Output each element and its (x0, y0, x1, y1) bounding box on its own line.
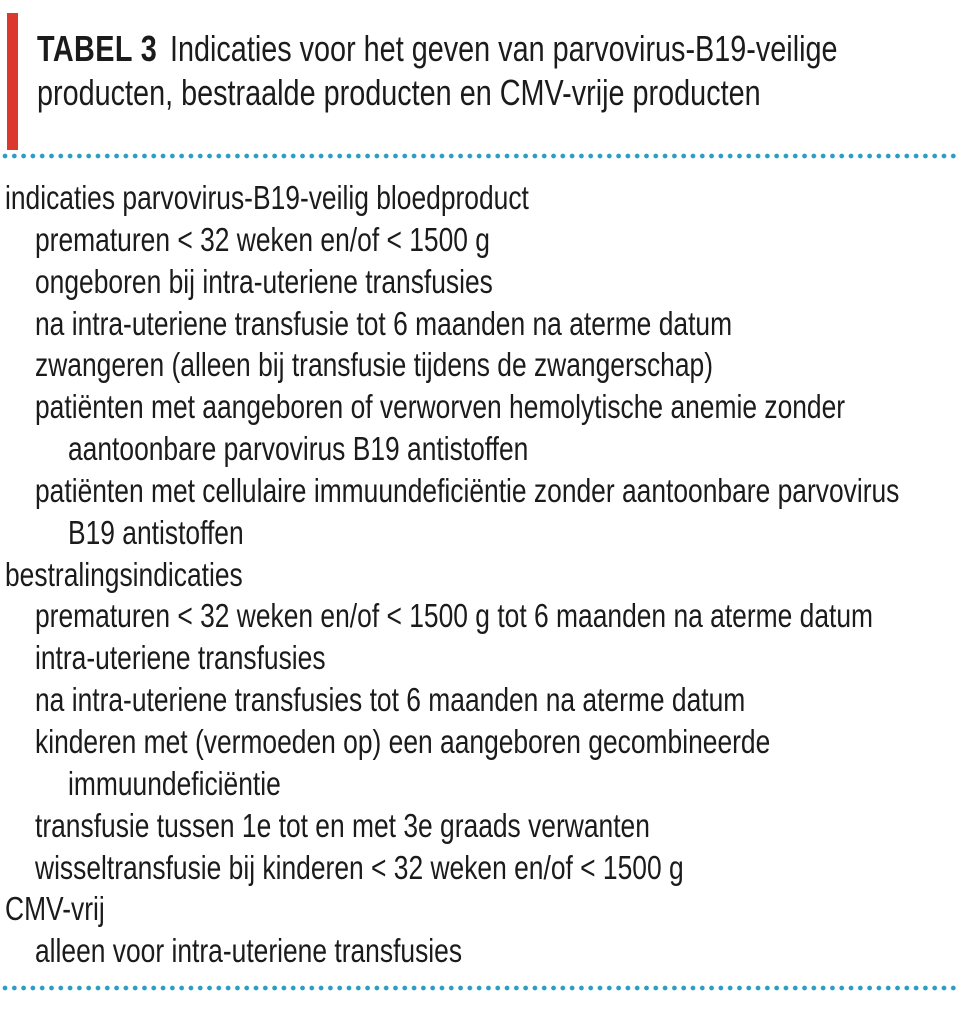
row-text: indicaties parvovirus-B19-veilig bloedproduct (5, 179, 529, 216)
table-row (5, 470, 959, 512)
dotted-separator-bottom (2, 985, 957, 991)
table-row (5, 595, 959, 637)
table-row (5, 721, 959, 763)
table-row (5, 344, 959, 386)
table-row (5, 847, 959, 889)
row-text: patiënten met cellulaire immuundeficiëntie zonder aantoonbare parvovirus (35, 471, 900, 509)
table-label: TABEL 3 (37, 28, 158, 69)
row-text: ongeboren bij intra-uteriene transfusies (35, 262, 493, 300)
caption-text-1: Indicaties voor het geven van parvovirus-B19-veilige (169, 28, 838, 69)
table-row (5, 888, 959, 930)
red-accent-bar (7, 13, 18, 150)
indication-list (5, 177, 959, 972)
row-text: na intra-uteriene transfusies tot 6 maanden na aterme datum (35, 681, 746, 719)
row-text: bestralingsindicaties (5, 555, 243, 593)
row-text: alleen voor intra-uteriene transfusies (35, 932, 463, 970)
table-caption (37, 27, 959, 115)
table-row (5, 303, 959, 345)
row-text: prematuren < 32 weken en/of < 1500 g tot 6 maanden na aterme datum (35, 597, 874, 635)
table-row (5, 512, 959, 554)
row-text: patiënten met aangeboren of verworven hemolytische anemie zonder (35, 388, 846, 426)
row-text: aantoonbare parvovirus B19 antistoffen (68, 430, 529, 468)
row-text: CMV-vrij (5, 890, 105, 928)
row-text: prematuren < 32 weken en/of < 1500 g (35, 220, 490, 258)
table-row (5, 386, 959, 428)
caption-text-2: producten, bestraalde producten en CMV-vrije producten (37, 72, 761, 113)
table-row (5, 637, 959, 679)
table-row (5, 679, 959, 721)
row-text: na intra-uteriene transfusie tot 6 maanden na aterme datum (35, 304, 733, 342)
table-row (5, 554, 959, 596)
row-text: wisseltransfusie bij kinderen < 32 weken en/of < 1500 g (35, 848, 684, 886)
caption-line-2 (37, 71, 959, 115)
dotted-separator-top (2, 153, 957, 159)
caption-line-1 (37, 27, 959, 71)
row-text: kinderen met (vermoeden op) een aangeboren gecombineerde (35, 722, 771, 760)
row-text: zwangeren (alleen bij transfusie tijdens de zwangerschap) (35, 346, 713, 384)
table-row (5, 763, 959, 805)
row-text: intra-uteriene transfusies (35, 639, 326, 677)
row-text: immuundeficiëntie (68, 764, 281, 802)
table-row (5, 428, 959, 470)
row-text: transfusie tussen 1e tot en met 3e graads verwanten (35, 806, 650, 844)
table-row (5, 177, 959, 219)
table-row (5, 805, 959, 847)
row-text: B19 antistoffen (68, 513, 244, 551)
table-row (5, 930, 959, 972)
table-row (5, 261, 959, 303)
table-row (5, 219, 959, 261)
